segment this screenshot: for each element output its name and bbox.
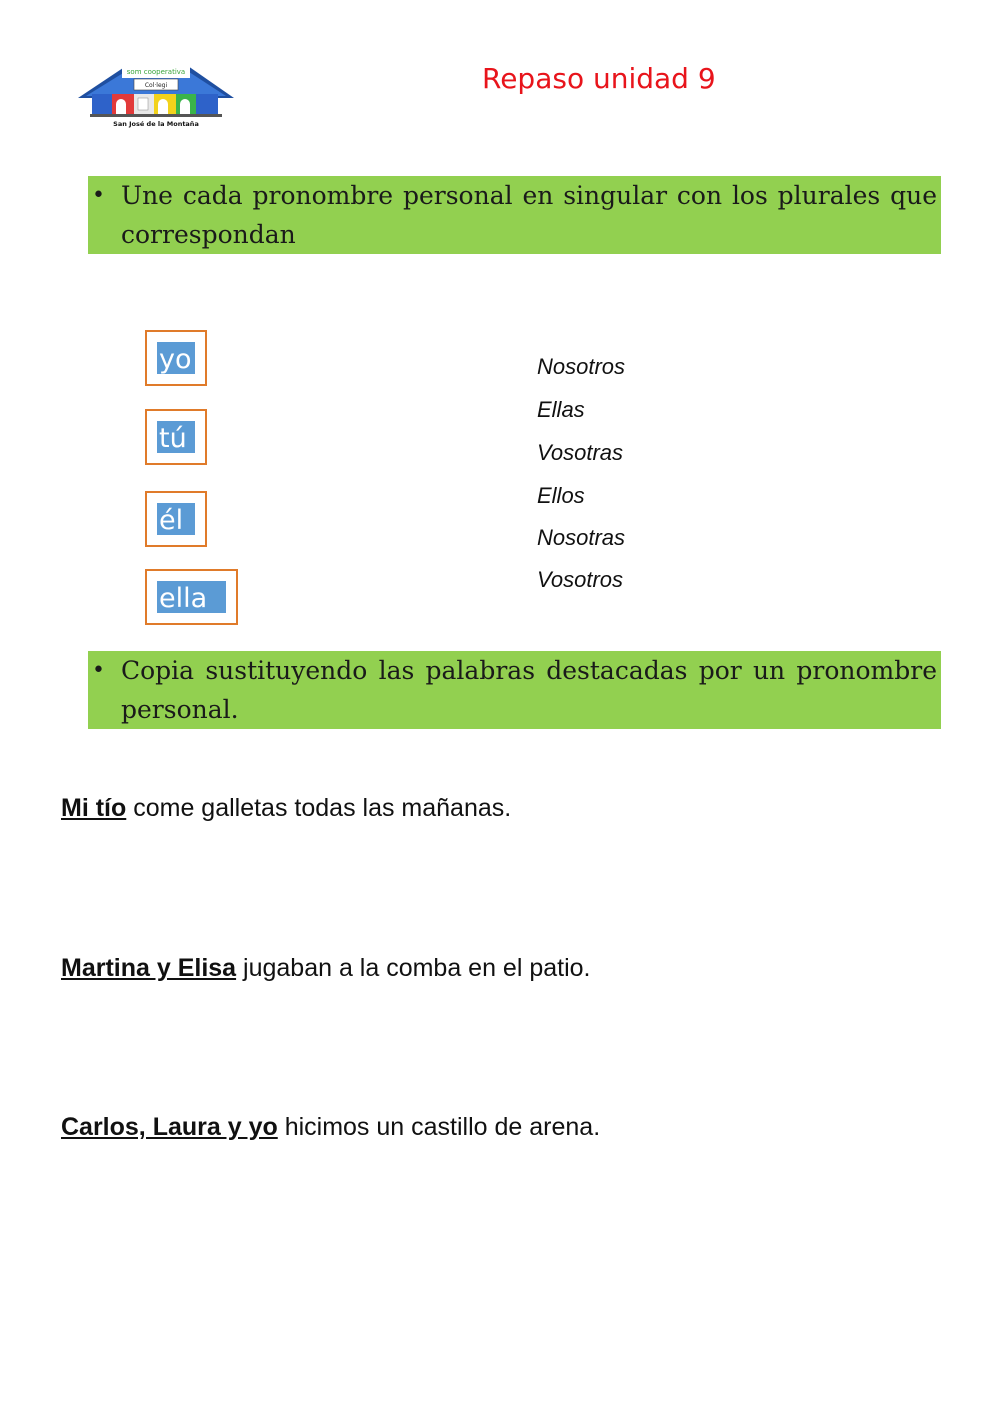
pronoun-label: ella <box>157 581 226 613</box>
highlighted-words: Martina y Elisa <box>61 954 237 982</box>
sentence-3 <box>61 1113 600 1142</box>
plural-item-vosotros[interactable]: Vosotros <box>537 567 624 592</box>
page-title: Repaso unidad 9 <box>482 62 716 95</box>
plural-item-vosotras[interactable]: Vosotras <box>537 440 624 465</box>
sentence-2 <box>61 954 591 983</box>
sentence-rest: hicimos un castillo de arena. <box>277 1113 601 1141</box>
pronoun-box-yo[interactable] <box>145 330 207 386</box>
highlighted-words: Carlos, Laura y yo <box>61 1113 278 1141</box>
sentence-rest: jugaban a la comba en el patio. <box>236 954 591 982</box>
instruction-match <box>88 176 941 254</box>
instruction-text: Copia sustituyendo las palabras destacadas por un pronombre personal. <box>121 656 937 724</box>
highlighted-words: Mi tío <box>61 794 127 822</box>
pronoun-label: yo <box>157 342 195 374</box>
plural-item-nosotras[interactable]: Nosotras <box>537 525 626 550</box>
instruction-copy <box>88 651 941 729</box>
pronoun-box-ella[interactable] <box>145 569 238 625</box>
plural-item-ellos[interactable]: Ellos <box>537 483 585 508</box>
sentence-rest: come galletas todas las mañanas. <box>126 794 512 822</box>
sentence-1 <box>61 794 511 823</box>
school-logo <box>76 60 236 130</box>
plural-item-ellas[interactable]: Ellas <box>537 397 585 422</box>
bullet: • <box>92 658 105 683</box>
instruction-text: Une cada pronombre personal en singular con los plurales que correspondan <box>121 181 937 249</box>
pronoun-box-tu[interactable] <box>145 409 207 465</box>
plural-item-nosotros[interactable]: Nosotros <box>537 354 626 379</box>
logo-top-text: som cooperativa <box>126 68 186 76</box>
pronoun-label: él <box>157 503 195 535</box>
pronoun-label: tú <box>157 421 195 453</box>
logo-bottom-text: San José de la Montaña <box>113 120 199 128</box>
bullet: • <box>92 183 105 208</box>
pronoun-box-el[interactable] <box>145 491 207 547</box>
logo-building-text: Col·legi <box>144 82 168 89</box>
